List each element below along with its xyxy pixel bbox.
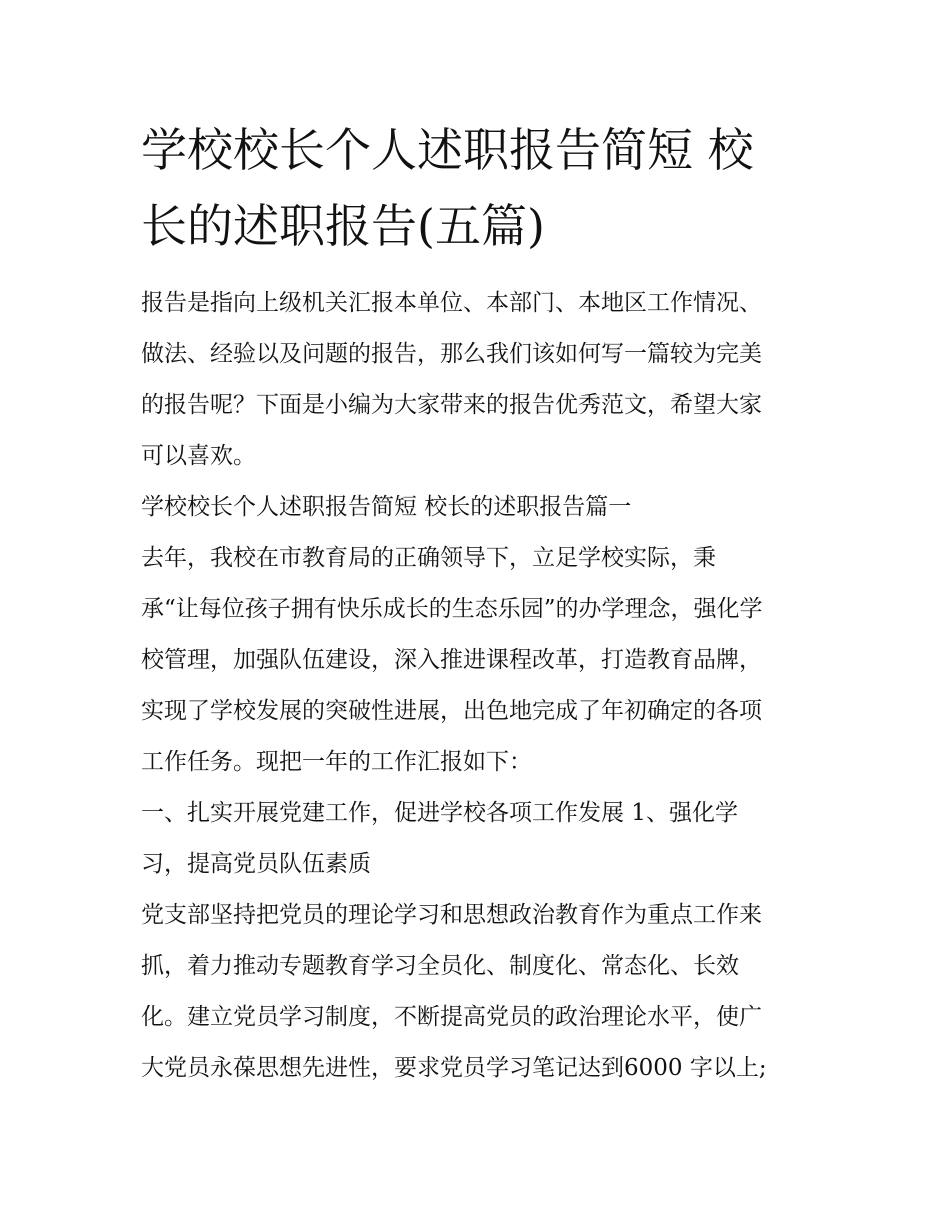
text-line: 实现了学校发展的突破性进展，出色地完成了年初确定的各项 xyxy=(141,698,762,724)
title-line: 长的述职报告(五篇) xyxy=(141,199,545,253)
text-line: 工作任务。现把一年的工作汇报如下： xyxy=(141,749,532,775)
text-line: 学校校长个人述职报告简短 校长的述职报告篇一 xyxy=(141,494,632,520)
document-page xyxy=(141,112,813,1094)
text-line: 习，提高党员队伍素质 xyxy=(141,851,371,877)
body-paragraph-2 xyxy=(141,890,813,1094)
section-heading xyxy=(141,482,813,533)
text-line: 承“让每位孩子拥有快乐成长的生态乐园”的办学理念，强化学 xyxy=(141,596,763,622)
text-line: 去年，我校在市教育局的正确领导下，立足学校实际，秉 xyxy=(141,545,716,571)
subheading xyxy=(141,788,813,890)
text-line: 做法、经验以及问题的报告，那么我们该如何写一篇较为完美 xyxy=(141,341,762,367)
text-line: 一、扎实开展党建工作，促进学校各项工作发展 1、强化学 xyxy=(141,800,738,826)
text-line: 大党员永葆思想先进性，要求党员学习笔记达到6000 字以上; xyxy=(141,1055,767,1081)
body-paragraph-1 xyxy=(141,533,813,788)
text-line: 化。建立党员学习制度，不断提高党员的政治理论水平，使广 xyxy=(141,1004,762,1030)
intro-paragraph xyxy=(141,278,813,482)
text-line: 报告是指向上级机关汇报本单位、本部门、本地区工作情况、 xyxy=(141,290,762,316)
text-line: 党支部坚持把党员的理论学习和思想政治教育作为重点工作来 xyxy=(141,902,762,928)
text-line: 抓，着力推动专题教育学习全员化、制度化、常态化、长效 xyxy=(141,953,739,979)
text-line: 校管理，加强队伍建设，深入推进课程改革，打造教育品牌， xyxy=(141,647,762,673)
text-line: 的报告呢？下面是小编为大家带来的报告优秀范文，希望大家 xyxy=(141,392,762,418)
text-line: 可以喜欢。 xyxy=(141,443,256,469)
title-line: 学校校长个人述职报告简短 校 xyxy=(141,123,754,177)
document-title xyxy=(141,112,813,264)
